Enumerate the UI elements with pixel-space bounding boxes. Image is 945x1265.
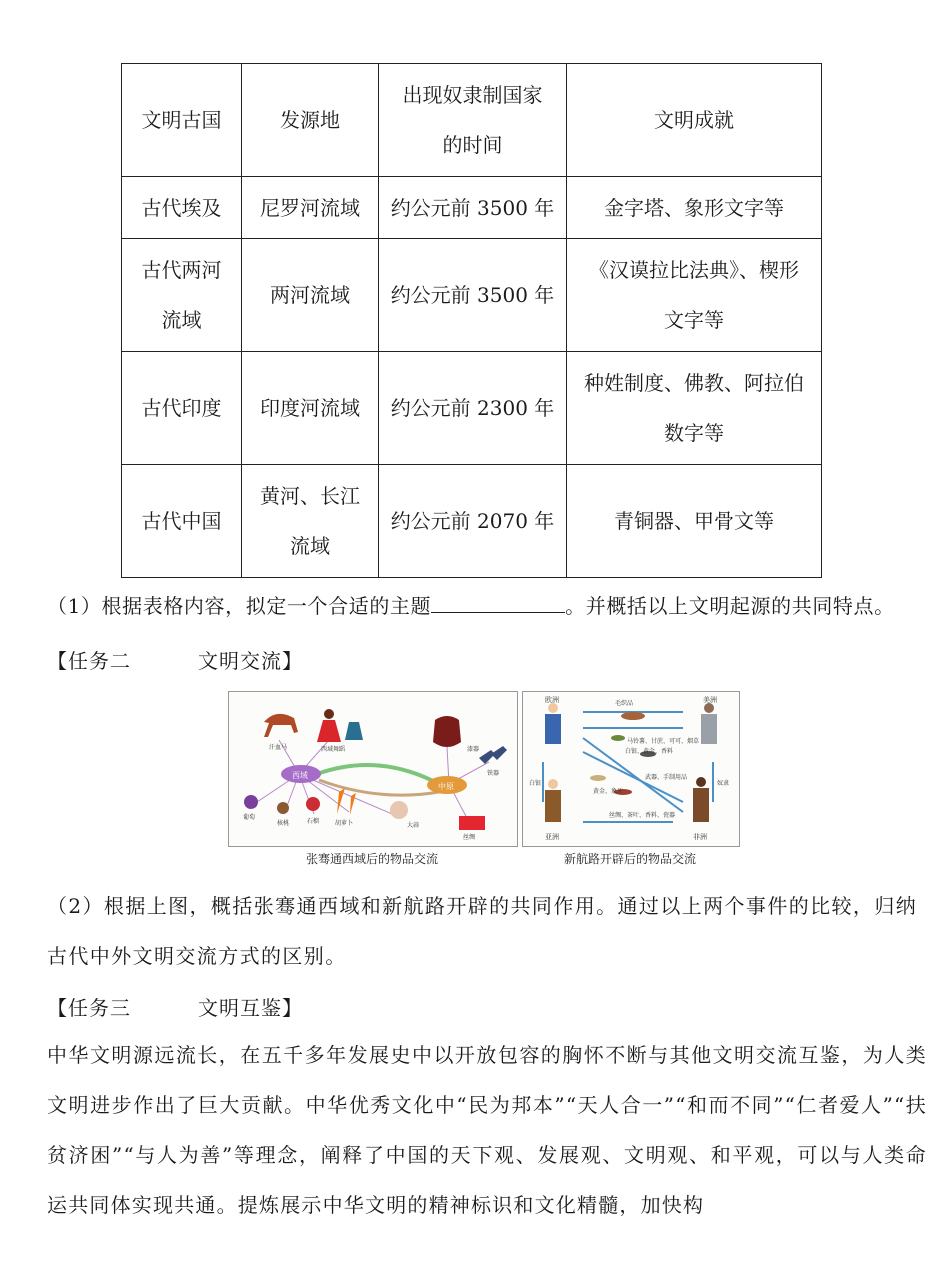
figure-caption-right: 新航路开辟后的物品交流 — [563, 852, 696, 866]
horse-label: 汗血马 — [269, 744, 288, 751]
weapons-label: 武器、手制用品 — [645, 774, 688, 781]
wool-label: 毛织品 — [615, 700, 634, 707]
america-label: 美洲 — [703, 696, 717, 704]
asia-label: 亚洲 — [545, 833, 559, 841]
achievement-cell: 青铜器、甲骨文等 — [567, 465, 822, 578]
exchange-diagram-right — [523, 692, 739, 846]
garlic-label: 大蒜 — [407, 822, 420, 829]
origin-cell: 印度河流域 — [242, 352, 379, 465]
question-1: （1）根据表格内容，拟定一个合适的主题 。并概括以上文明起源的共同特点。 — [47, 581, 927, 631]
task-3-paragraph: 中华文明源远流长，在五千多年发展史中以开放包容的胸怀不断与其他文明交流互鉴，为人类文明进步作出了巨大贡献。中华优秀文化中“民为邦本”“天人合一”“和而不同”“仁者爱人”“扶贫济困”“与人为善”等理念，阐释了中国的天下观、发展观、文明观、和平观，可以与人类命运共同体实现共通。提炼展示中华文明的精神标识和文化精髓，加快构 — [47, 1043, 927, 1217]
time-cell: 约公元前 2070 年 — [379, 465, 567, 578]
question-2: （2）根据上图，概括张骞通西域和新航路开辟的共同作用。通过以上两个事件的比较，归纳古代中外文明交流方式的区别。 — [47, 894, 918, 968]
gold-label: 白银、黄金、香料 — [625, 748, 674, 755]
header-cell-time: 出现奴隶制国家 的时间 — [379, 64, 567, 177]
table-row — [122, 352, 822, 465]
silver-label: 白银 — [529, 780, 542, 787]
origin-cell: 两河流域 — [242, 239, 379, 352]
walnut-label: 核桃 — [277, 820, 290, 827]
europe-label: 欧洲 — [545, 696, 559, 704]
header-cell-origin: 发源地 — [242, 64, 379, 177]
header-cell-achievement: 文明成就 — [567, 64, 822, 177]
origin-cell: 黄河、长江 流域 — [242, 465, 379, 578]
country-cell: 古代埃及 — [122, 177, 242, 239]
west-region-label: 西域 — [292, 771, 308, 780]
zhang-qian-exchange-figure — [228, 691, 516, 869]
task-2-heading: 【任务二 文明交流】 — [47, 649, 303, 673]
africa-label: 非洲 — [693, 833, 707, 841]
achievement-cell: 《汉谟拉比法典》、楔形 文字等 — [567, 239, 822, 352]
time-cell: 约公元前 2300 年 — [379, 352, 567, 465]
table-row — [122, 177, 822, 239]
crops-label: 马铃薯、甘蔗、可可、烟草 — [627, 738, 700, 745]
spices-label: 丝绸、茶叶、香料、瓷器 — [609, 812, 676, 819]
exchange-diagram-left — [229, 692, 517, 846]
slaves-label: 奴隶 — [717, 780, 730, 787]
country-cell: 古代印度 — [122, 352, 242, 465]
silk-label: 丝绸 — [463, 834, 476, 841]
figure-illustration — [522, 691, 740, 847]
achievement-cell: 种姓制度、佛教、阿拉伯 数字等 — [567, 352, 822, 465]
country-cell: 古代两河 流域 — [122, 239, 242, 352]
central-plains-label: 中原 — [438, 782, 454, 791]
origin-cell: 尼罗河流域 — [242, 177, 379, 239]
answer-blank — [431, 588, 565, 613]
ivory-label: 黄金、象牙 — [593, 788, 624, 795]
dance-label: 西域舞蹈 — [321, 746, 346, 753]
country-cell: 古代中国 — [122, 465, 242, 578]
table-row — [122, 465, 822, 578]
figure-illustration — [228, 691, 518, 847]
new-sea-route-exchange-figure — [522, 691, 738, 869]
time-cell: 约公元前 3500 年 — [379, 239, 567, 352]
figure-caption-left: 张骞通西域后的物品交流 — [305, 852, 438, 866]
grape-label: 葡萄 — [243, 814, 256, 821]
header-cell-country: 文明古国 — [122, 64, 242, 177]
table-row — [122, 239, 822, 352]
civilization-table — [121, 63, 822, 578]
lacquer-label: 漆器 — [467, 746, 480, 753]
table-header-row — [122, 64, 822, 177]
task-3-heading: 【任务三 文明互鉴】 — [47, 996, 303, 1020]
pomegranate-label: 石榴 — [307, 818, 320, 825]
carrot-label: 胡萝卜 — [335, 820, 354, 827]
time-cell: 约公元前 3500 年 — [379, 177, 567, 239]
achievement-cell: 金字塔、象形文字等 — [567, 177, 822, 239]
iron-label: 铁器 — [487, 770, 500, 777]
